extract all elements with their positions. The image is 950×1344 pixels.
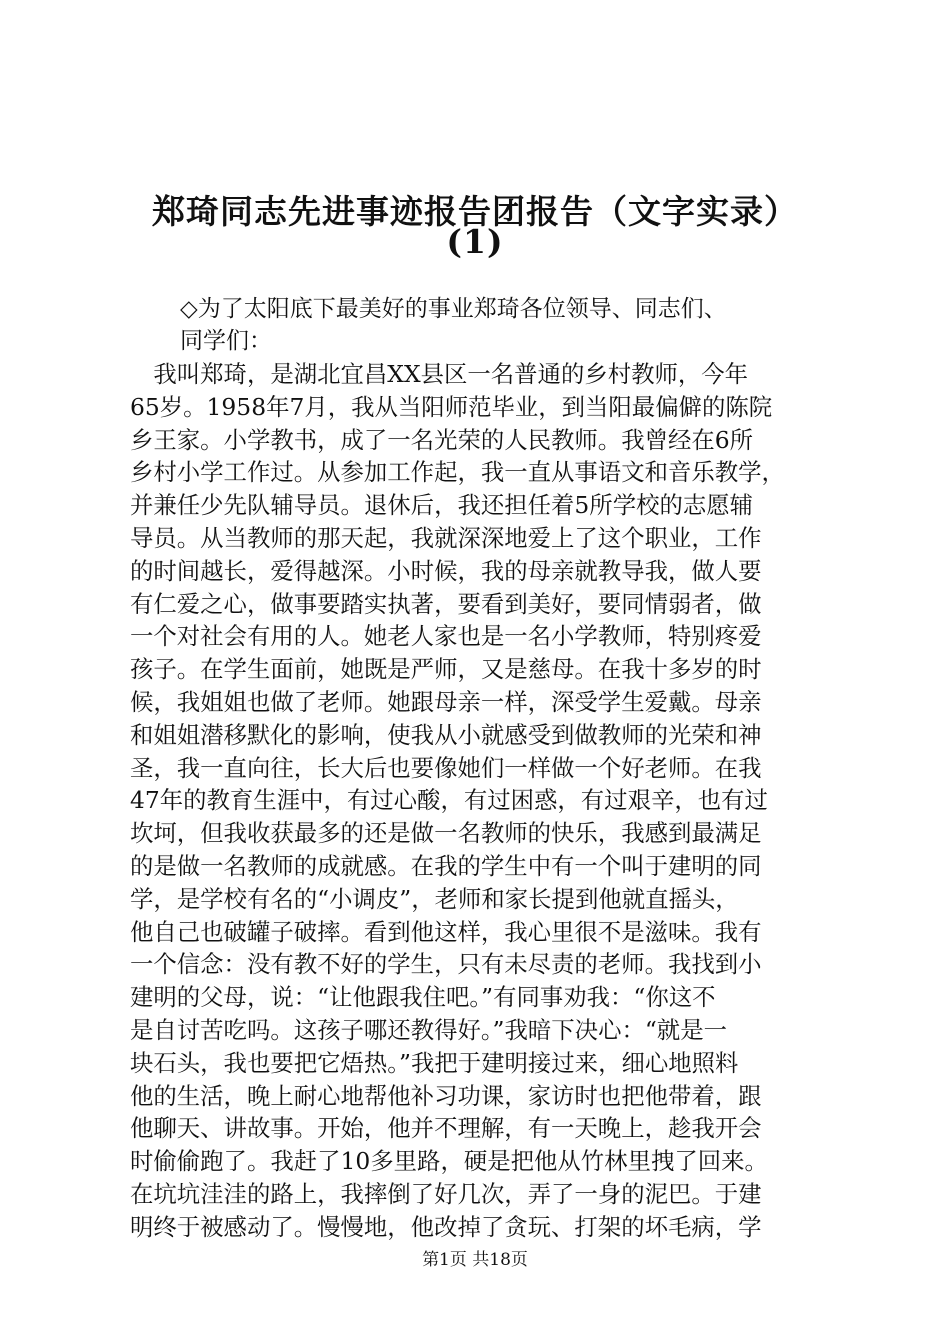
body-line: 他自己也破罐子破摔。看到他这样，我心里很不是滋味。我有 xyxy=(130,917,762,946)
intro-line: ◇为了太阳底下最美好的事业郑琦各位领导、同志们、 xyxy=(180,296,727,322)
body-line: 建明的父母，说：“让他跟我住吧。”有同事劝我：“你这不 xyxy=(130,983,716,1012)
body-line: 我叫郑琦，是湖北宜昌XX县区一名普通的乡村教师，今年 xyxy=(130,360,749,388)
body-line: 块石头，我也要把它焐热。”我把于建明接过来，细心地照料 xyxy=(130,1048,739,1077)
body-line: 的时间越长，爱得越深。小时候，我的母亲就教导我，做人要 xyxy=(130,556,762,585)
body-line: 明终于被感动了。慢慢地，他改掉了贪玩、打架的坏毛病，学 xyxy=(130,1212,762,1241)
body-line: 65岁。1958年7月，我从当阳师范毕业，到当阳最偏僻的陈院 xyxy=(130,392,773,421)
body-line: 候，我姐姐也做了老师。她跟母亲一样，深受学生爱戴。母亲 xyxy=(130,687,762,716)
body-line: 并兼任少先队辅导员。退休后，我还担任着5所学校的志愿辅 xyxy=(130,491,754,520)
body-line: 时偷偷跑了。我赶了10多里路，硬是把他从竹林里拽了回来。 xyxy=(130,1147,768,1176)
page-footer: 第1页 共18页 xyxy=(422,1250,528,1270)
body-line: 学，是学校有名的“小调皮”，老师和家长提到他就直摇头， xyxy=(130,884,739,913)
body-line: 乡村小学工作过。从参加工作起，我一直从事语文和音乐教学， xyxy=(130,458,785,487)
body-line: 的是做一名教师的成就感。在我的学生中有一个叫于建明的同 xyxy=(130,851,762,880)
body-line: 孩子。在学生面前，她既是严师，又是慈母。在我十多岁的时 xyxy=(130,655,762,684)
body-line: 乡王家。小学教书，成了一名光荣的人民教师。我曾经在6所 xyxy=(130,425,754,454)
intro-line: 同学们： xyxy=(180,328,272,354)
body-line: 导员。从当教师的那天起，我就深深地爱上了这个职业，工作 xyxy=(130,523,762,552)
document-title-part: (1) xyxy=(446,222,504,261)
document-title: 郑琦同志先进事迹报告团报告（文字实录） xyxy=(152,192,798,231)
body-line: 他聊天、讲故事。开始，他并不理解，有一天晚上，趁我开会 xyxy=(130,1114,762,1143)
body-line: 47年的教育生涯中，有过心酸，有过困惑，有过艰辛，也有过 xyxy=(130,786,768,815)
body-line: 是自讨苦吃吗。这孩子哪还教得好。”我暗下决心：“就是一 xyxy=(130,1015,727,1044)
body-line: 他的生活，晚上耐心地帮他补习功课，家访时也把他带着，跟 xyxy=(130,1081,762,1110)
body-line: 有仁爱之心，做事要踏实执著，要看到美好，要同情弱者，做 xyxy=(130,589,762,618)
body-line: 圣，我一直向往，长大后也要像她们一样做一个好老师。在我 xyxy=(130,753,762,782)
body-paragraph xyxy=(130,358,830,1244)
body-line: 和姐姐潜移默化的影响，使我从小就感受到做教师的光荣和神 xyxy=(130,720,762,749)
body-line: 一个对社会有用的人。她老人家也是一名小学教师，特别疼爱 xyxy=(130,622,762,651)
body-line: 坎坷，但我收获最多的还是做一名教师的快乐，我感到最满足 xyxy=(130,819,762,848)
body-line: 在坑坑洼洼的路上，我摔倒了好几次，弄了一身的泥巴。于建 xyxy=(130,1179,762,1208)
body-line: 一个信念：没有教不好的学生，只有未尽责的老师。我找到小 xyxy=(130,950,762,979)
